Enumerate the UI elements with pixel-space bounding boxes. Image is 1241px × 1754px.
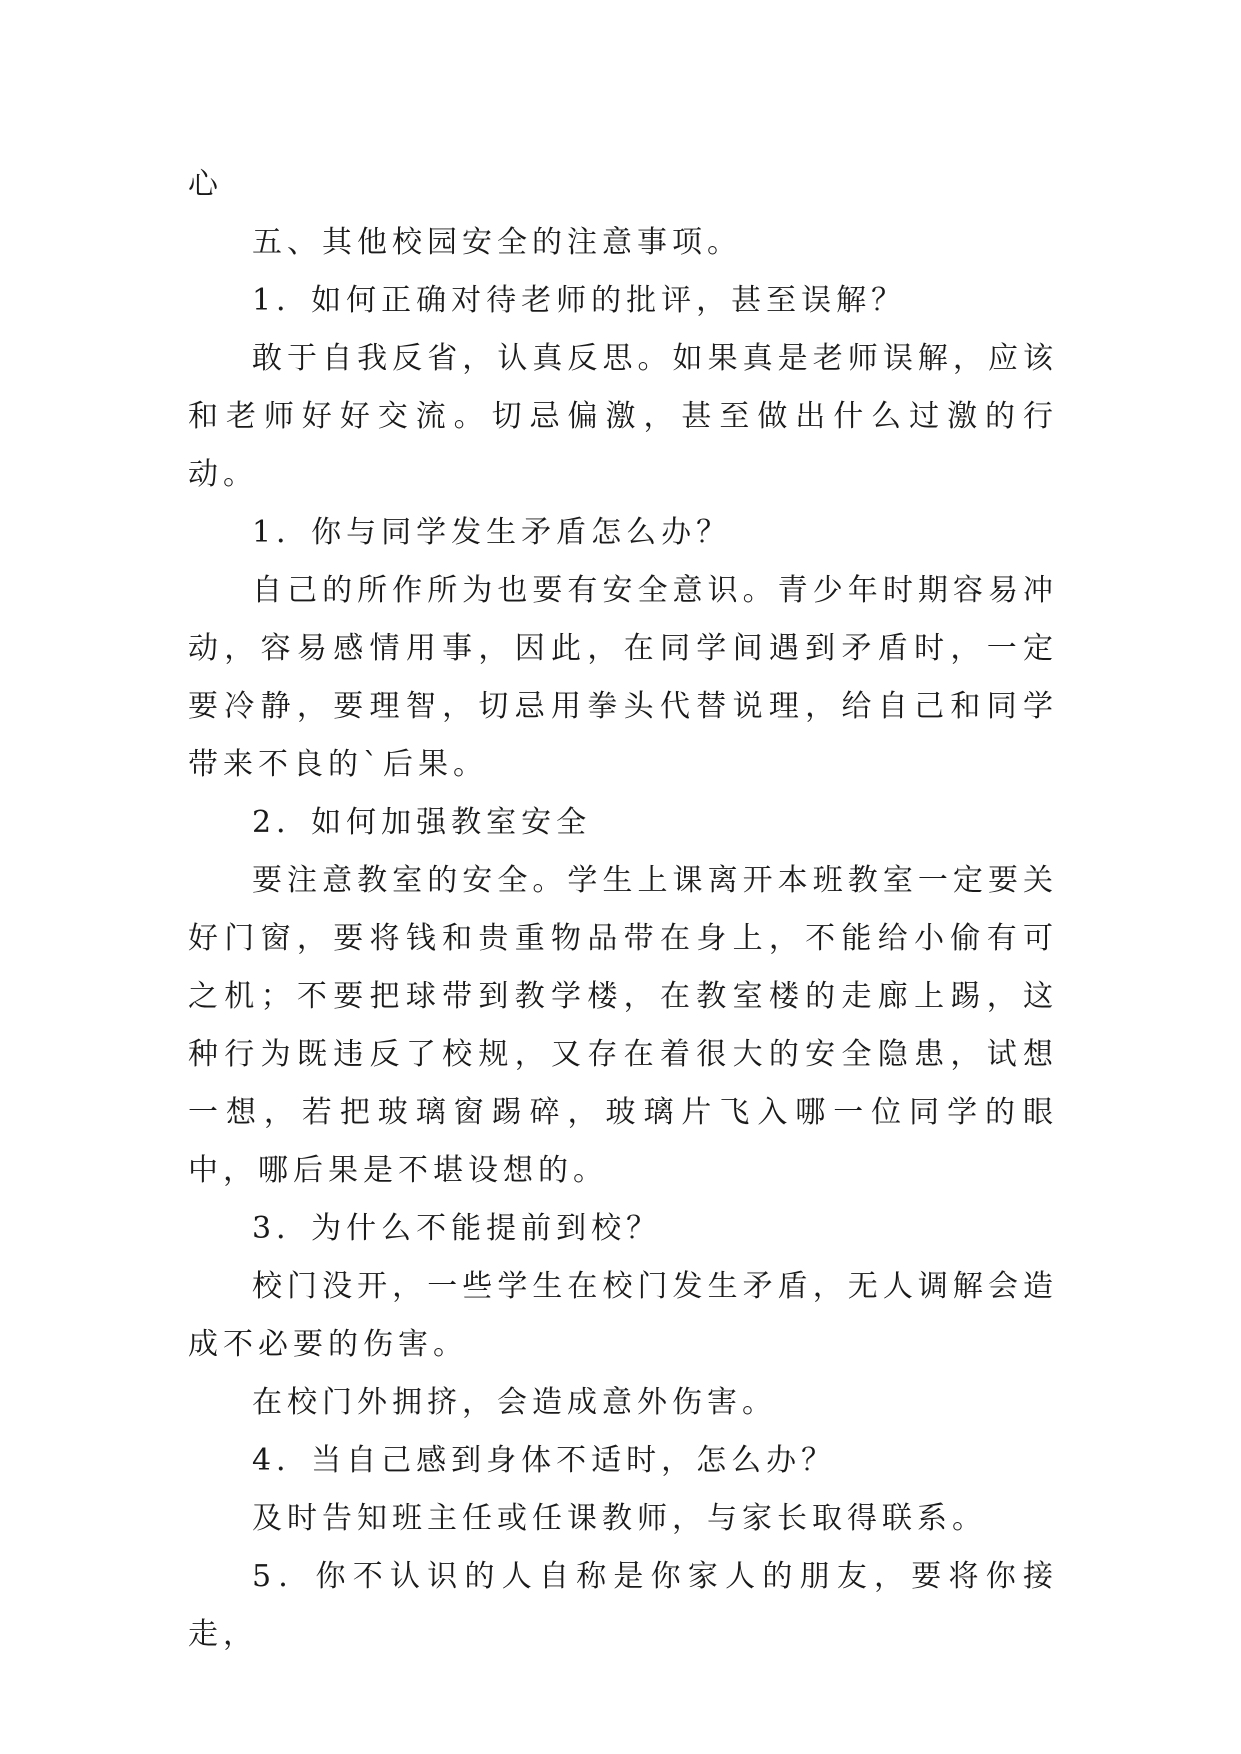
question-heading: 4．当自己感到身体不适时，怎么办？ [252, 1443, 837, 1478]
answer-paragraph: 要注意教室的安全。学生上课离开本班教室一定要关好门窗，要将钱和贵重物品带在身上，不能给小偷有可之机；不要把球带到教学楼，在教室楼的走廊上踢，这种行为既违反了校规，又存在着很大的安全隐患，试想一想，若把玻璃窗踢碎，玻璃片飞入哪一位同学的眼中，哪后果是不堪设想的。 [188, 863, 1058, 1188]
answer-paragraph: 校门没开，一些学生在校门发生矛盾，无人调解会造成不必要的伤害。 [188, 1269, 1058, 1362]
document-body [188, 156, 1058, 1664]
question-heading: 5．你不认识的人自称是你家人的朋友，要将你接走， [188, 1559, 1058, 1652]
answer-paragraph: 在校门外拥挤，会造成意外伤害。 [252, 1385, 777, 1420]
section-heading: 五、其他校园安全的注意事项。 [252, 225, 742, 260]
question-heading: 1．如何正确对待老师的批评，甚至误解？ [252, 283, 907, 318]
answer-paragraph: 及时告知班主任或任课教师，与家长取得联系。 [252, 1501, 987, 1536]
question-heading: 1．你与同学发生矛盾怎么办？ [252, 515, 732, 550]
answer-paragraph: 敢于自我反省，认真反思。如果真是老师误解，应该和老师好好交流。切忌偏激，甚至做出什么过激的行动。 [188, 341, 1058, 492]
paragraph-continuation: 心 [188, 167, 223, 202]
answer-paragraph: 自己的所作所为也要有安全意识。青少年时期容易冲动，容易感情用事，因此，在同学间遇到矛盾时，一定要冷静，要理智，切忌用拳头代替说理，给自己和同学带来不良的`后果。 [188, 573, 1058, 782]
question-heading: 3．为什么不能提前到校？ [252, 1211, 662, 1246]
question-heading: 2．如何加强教室安全 [252, 805, 592, 840]
